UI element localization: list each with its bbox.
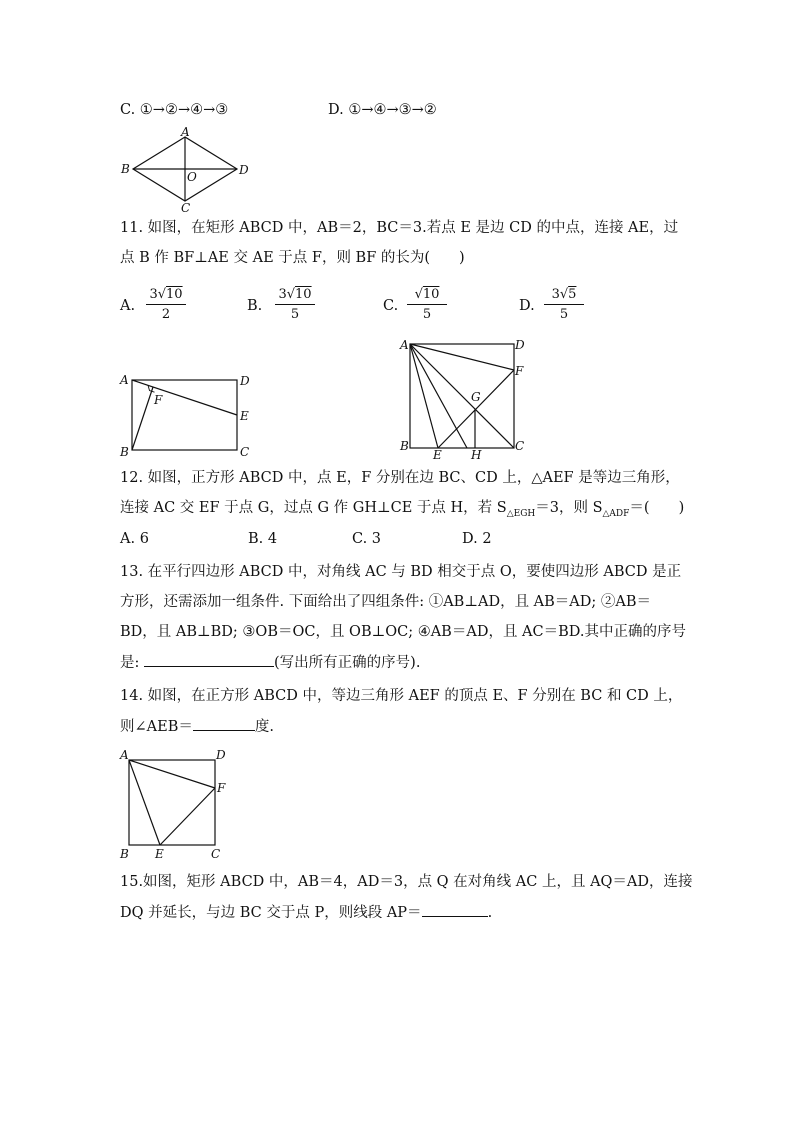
q12-option-a: A. 6 [120,531,149,547]
rect-label-c: C [240,445,250,459]
rhombus-label-b: B [121,162,130,176]
rect-label-f: F [154,393,163,407]
q14-line2-prefix: 则∠AEB＝ [120,719,193,735]
rect-label-a: A [120,373,129,387]
sq12-label-e: E [433,448,442,462]
q13-line4-suffix: (写出所有正确的序号). [274,655,421,671]
sq12-label-g: G [471,390,481,404]
rect-label-d: D [240,374,250,388]
q15-answer-blank[interactable] [422,902,488,917]
q13-line1: 13. 在平行四边形 ABCD 中，对角线 AC 与 BD 相交于点 O，要使四边形 ABCD 是正 [120,564,682,580]
q11-option-b-coef: 3 [278,287,287,302]
q12-line2-part1: 连接 AC 交 EF 于点 G，过点 G 作 GH⊥CE 于点 H，若 S [120,500,507,516]
q13-line2: 方形，还需添加一组条件. 下面给出了四组条件: ①AB⊥AD，且 AB＝AD; ②AB＝ [120,594,652,610]
q10-option-d: D. ①→④→③→② [328,102,437,118]
sq12-label-h: H [471,448,482,462]
sq12-label-d: D [515,338,525,352]
q13-line3: BD，且 AB⊥BD; ③OB＝OC，且 OB⊥OC; ④AB＝AD，且 AC＝BD.其中正确的序号 [120,624,686,640]
q11-option-c-letter: C. [383,298,399,314]
q15-line2 [120,902,492,923]
q12-line2-part3: ＝( ) [629,500,685,516]
q15-line2-prefix: DQ 并延长，与边 BC 交于点 P，则线段 AP＝ [120,905,422,921]
q13-line4 [120,652,420,673]
square-aef-figure [112,746,242,866]
q11-option-c-fraction: $\frac{√10}{5}$ [407,287,447,322]
q11-option-d-den: 5 [559,307,569,322]
rhombus-label-c: C [181,201,191,212]
q11-option-d-coef: 3 [551,287,560,302]
sq14-label-f: F [217,781,226,795]
q14-line1: 14. 如图，在正方形 ABCD 中，等边三角形 AEF 的顶点 E、F 分别在 BC 和 CD 上， [120,688,683,704]
q12-option-b: B. 4 [248,531,278,547]
q13-answer-blank[interactable] [144,652,274,667]
q12-option-d: D. 2 [462,531,492,547]
rhombus-label-d: D [239,163,249,177]
square-aefg-figure [395,334,535,462]
q11-option-b-fraction: $\frac{3√10}{5}$ [275,287,315,322]
sq12-label-a: A [400,338,409,352]
q14-line2-suffix: 度. [254,719,274,735]
q11-option-c-rad: 10 [422,287,440,302]
q11-option-d-letter: D. [519,298,535,314]
q12-line2-part2: ＝3，则 S [535,500,603,516]
q11-option-a-coef: 3 [149,287,158,302]
q15-line2-suffix: . [487,905,493,921]
sq12-label-c: C [515,439,525,453]
q12-line2 [120,498,684,524]
sq12-label-f: F [515,364,524,378]
rect-label-e: E [240,409,249,423]
q14-line2 [120,716,274,737]
sq14-label-c: C [211,847,221,861]
sq12-label-b: B [400,439,409,453]
q14-answer-blank[interactable] [193,716,255,731]
q15-line1: 15.如图，矩形 ABCD 中，AB＝4，AD＝3，点 Q 在对角线 AC 上，且 AQ＝AD，连接 [120,874,693,890]
rhombus-label-o: O [187,170,197,184]
q11-option-a-den: 2 [161,307,171,322]
q12-option-c: C. 3 [352,531,382,547]
q11-option-a-rad: 10 [166,287,183,302]
q12-line1: 12. 如图，正方形 ABCD 中，点 E，F 分别在边 BC、CD 上，△AEF 是等边三角形， [120,470,680,486]
q11-option-c-den: 5 [422,307,432,322]
q11-option-b-den: 5 [290,307,300,322]
q11-line2: 点 B 作 BF⊥AE 交 AE 于点 F，则 BF 的长为( ) [120,250,465,266]
q11-option-b-letter: B. [247,298,263,314]
q12-sub-adf: △ADF [602,508,630,519]
sq14-label-a: A [120,748,129,762]
q11-option-b-rad: 10 [295,287,312,302]
q11-option-a-letter: A. [120,298,136,314]
q11-option-d-rad: 5 [568,287,577,302]
rhombus-figure [112,126,262,212]
q12-sub-egh: △EGH [506,508,536,519]
q11-option-a-fraction: $\frac{3√10}{2}$ [146,287,186,322]
sq14-label-d: D [216,748,226,762]
q11-option-d-fraction: $\frac{3√5}{5}$ [544,287,584,322]
q13-line4-prefix: 是: [120,655,140,671]
sq14-label-b: B [120,847,129,861]
rhombus-label-a: A [181,126,190,139]
q11-line1: 11. 如图，在矩形 ABCD 中，AB＝2，BC＝3.若点 E 是边 CD 的中点，连接 AE，过 [120,220,679,236]
sq14-label-e: E [155,847,164,861]
rectangle-abcd-figure [112,370,262,462]
q10-option-c: C. ①→②→④→③ [120,102,229,118]
rect-label-b: B [120,445,129,459]
